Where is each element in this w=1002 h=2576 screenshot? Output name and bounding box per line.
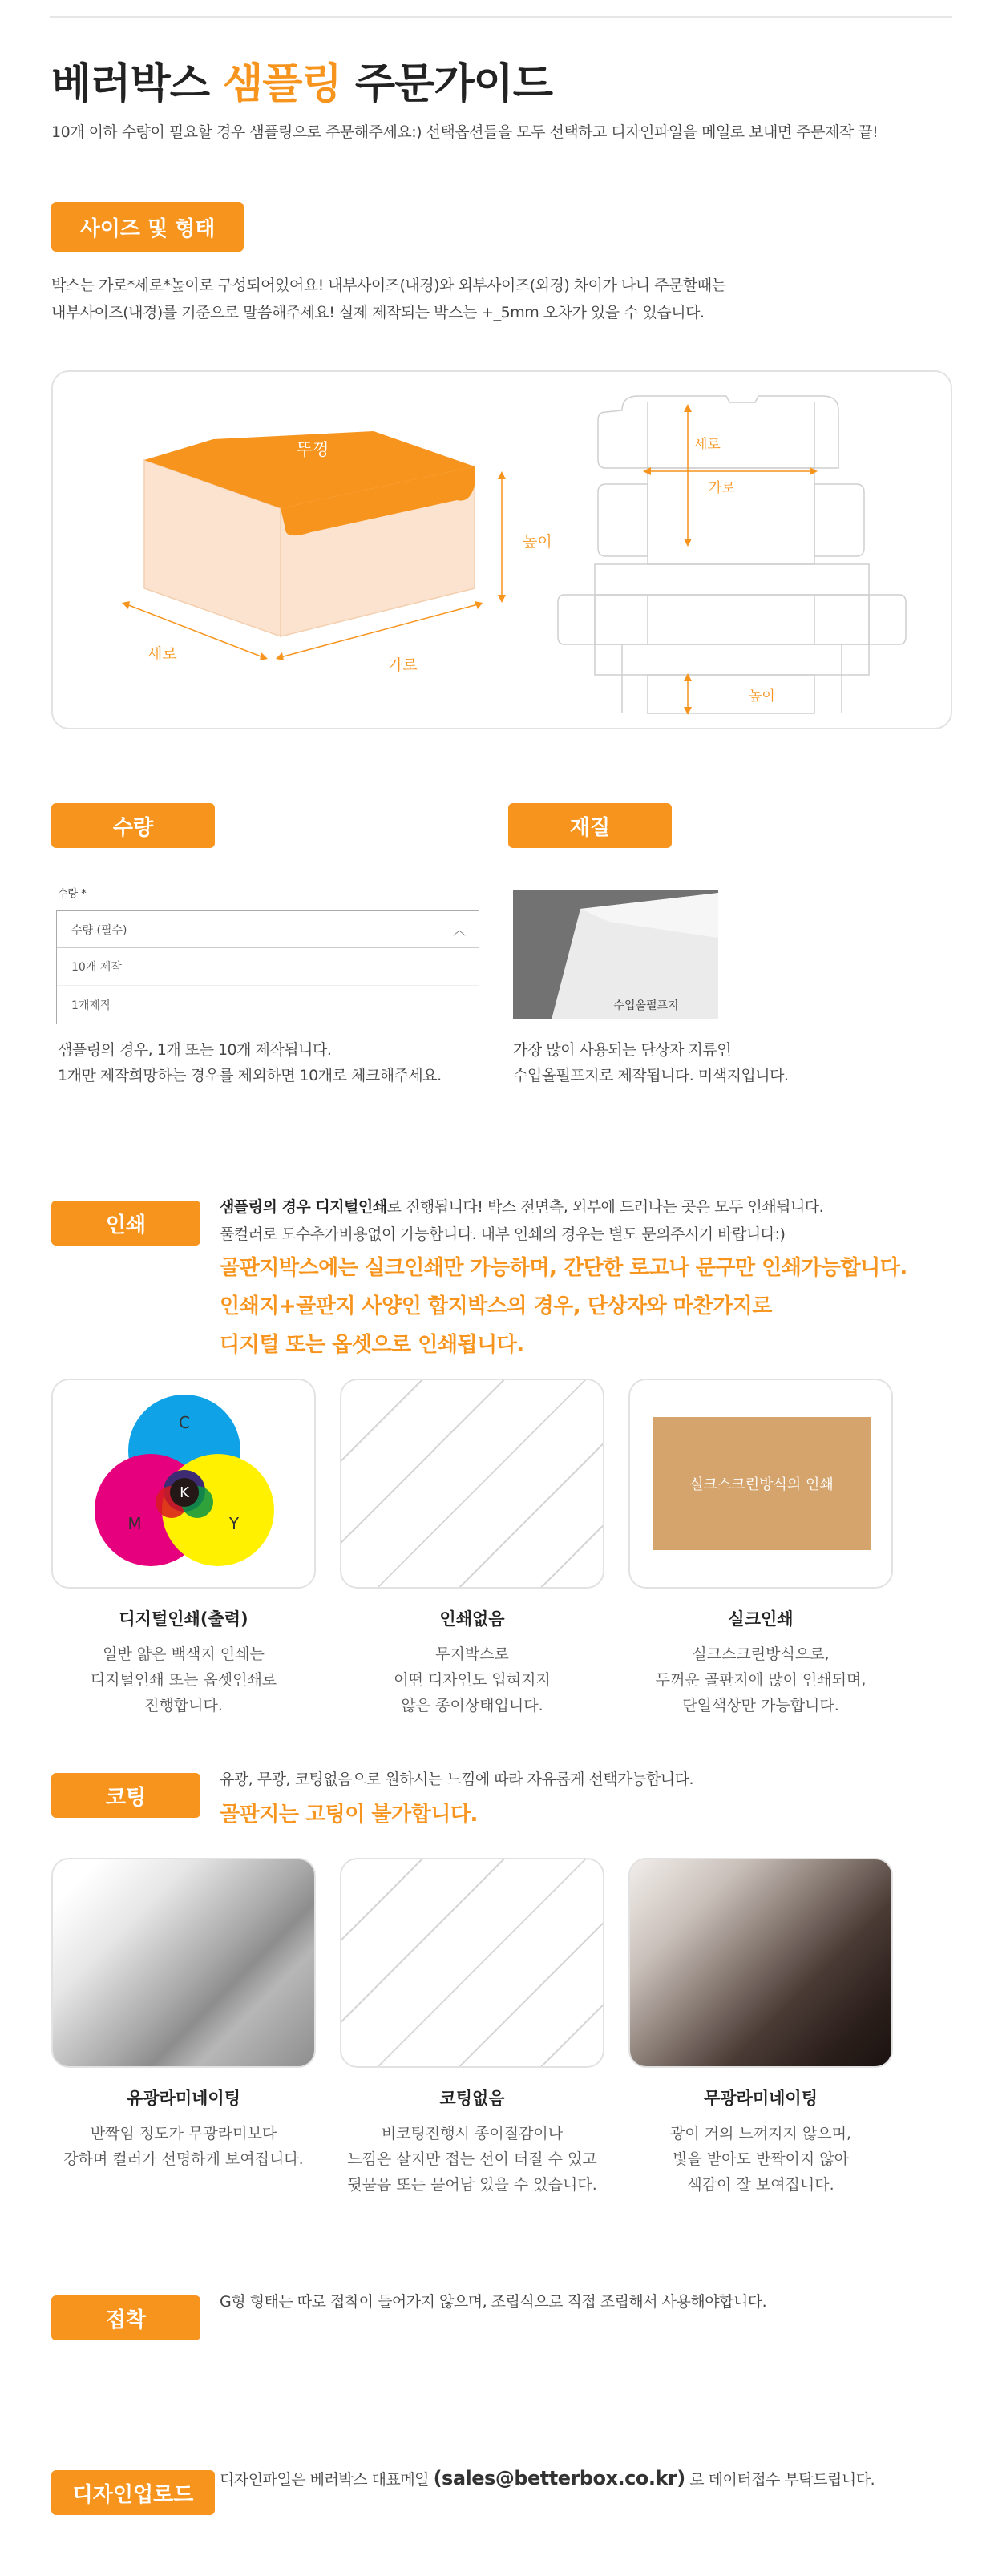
print-orange-line-1: 골판지박스에는 실크인쇄만 가능하며, 간단한 로고나 문구만 인쇄가능합니다. [220,1256,907,1280]
print-card-none [340,1379,604,1589]
depth-arrow-left [122,601,130,609]
coating-card-matte [628,1858,893,2068]
dieline-width-label: 가로 [709,480,735,496]
size-section-pill: 사이즈 및 형태 [51,202,244,252]
print-card-silk [628,1379,893,1589]
top-divider [50,16,952,18]
glue-section-pill: 접착 [51,2295,200,2340]
coating-card-none-title: 코팅없음 [439,2089,505,2108]
size-desc-line-1: 박스는 가로*세로*높이로 구성되어있어요! 내부사이즈(내경)와 외부사이즈(외경) 차이가 나니 주문할때는 [51,277,726,294]
page-title: 베러박스 샘플링 주문가이드 [51,60,553,108]
print-orange-line-2: 인쇄지+골판지 사양인 합지박스의 경우, 단상자와 마찬가지로 [220,1294,772,1318]
glue-line: G형 형태는 따로 접착이 들어가지 않으며, 조립식으로 직접 조립해서 사용해야합니다. [220,2293,767,2311]
quantity-option-1[interactable]: 1개제작 [71,999,111,1012]
coating-line-1: 유광, 무광, 코팅없음으로 원하시는 느낌에 따라 자유롭게 선택가능합니다. [220,1770,694,1788]
coating-card-gloss [51,1858,316,2068]
dieline [558,396,906,713]
print-card-digital-desc: 일반 얇은 백색지 인쇄는 디지털인쇄 또는 옵셋인쇄로 진행합니다. [90,1645,277,1714]
box-lid-label: 뚜껑 [296,440,329,459]
print-card-digital [51,1379,316,1589]
coating-card-gloss-title: 유광라미네이팅 [126,2089,240,2108]
dieline-height-label: 높이 [749,688,775,705]
quantity-select-label: 수량 * [58,888,87,900]
upload-line: 디자인파일은 베러박스 대표메일 (sales@betterbox.co.kr) 로 데이터접수 부탁드립니다. [220,2467,875,2489]
coating-card-matte-title: 무광라미네이팅 [703,2089,818,2108]
cmyk-diagram [53,1380,314,1587]
coating-card-none-desc: 비코팅진행시 종이질감이나 느낌은 살지만 접는 선이 터질 수 있고 뒷묻음 또는 묻어남 있을 수 있습니다. [347,2125,597,2194]
print-orange-line-3: 디지털 또는 옵셋으로 인쇄됩니다. [220,1333,524,1357]
page-subtitle: 10개 이하 수량이 필요할 경우 샘플링으로 주문해주세요:) 선택옵션들을 모두 선택하고 디자인파일을 메일로 보내면 주문제작 끝! [51,123,879,141]
print-card-silk-desc: 실크스크린방식으로, 두꺼운 골판지에 많이 인쇄되며, 단일색상만 가능합니다. [655,1645,867,1714]
width-arrow-left [276,652,284,660]
cmyk-c-label: C [179,1413,190,1432]
material-section-pill: 재질 [508,803,672,848]
cmyk-y-label: Y [228,1514,240,1533]
print-card-digital-title: 디지털인쇄(출력) [119,1609,248,1629]
size-desc-line-2: 내부사이즈(내경)를 기준으로 말씀해주세요! 실제 제작되는 박스는 +_5mm 오차가 있을 수 있습니다. [51,304,705,321]
material-desc-line-1: 가장 많이 사용되는 단상자 지류인 [513,1041,732,1059]
coating-card-gloss-desc: 반짝임 정도가 무광라미보다 강하며 컬러가 선명하게 보여집니다. [63,2125,304,2168]
quantity-section-pill: 수량 [51,803,215,848]
dieline-depth-label: 세로 [694,437,721,453]
material-sample-caption: 수입올펄프지 [613,999,679,1012]
coating-section-pill: 코팅 [51,1773,200,1818]
size-diagram [53,372,951,728]
upload-email: (sales@betterbox.co.kr) [433,2467,685,2489]
box-width-label: 가로 [388,656,418,674]
quantity-dropdown[interactable] [56,910,479,1024]
print-card-silk-title: 실크인쇄 [728,1609,794,1629]
quantity-desc-line-2: 1개만 제작희망하는 경우를 제외하면 10개로 체크해주세요. [58,1067,442,1084]
height-arrow-top [498,471,506,479]
quantity-select-placeholder: 수량 (필수) [71,923,127,937]
material-sample-image [513,890,718,1019]
chevron-up-icon: ︿ [452,923,466,938]
height-arrow-bottom [498,595,506,603]
print-line-1: 샘플링의 경우 디지털인쇄로 진행됩니다! 박스 전면측, 외부에 드러나는 곳은 모두 인쇄됩니다. [220,1198,824,1216]
print-card-none-title: 인쇄없음 [439,1609,505,1629]
quantity-desc-line-1: 샘플링의 경우, 1개 또는 10개 제작됩니다. [58,1041,332,1059]
coating-card-none [340,1858,604,2068]
silk-kraft-sample: 실크스크린방식의 인쇄 [653,1417,871,1550]
box-height-label: 높이 [523,533,552,551]
size-diagram-card [51,370,952,729]
cmyk-k-label: K [180,1484,189,1501]
quantity-option-10[interactable]: 10개 제작 [57,948,479,986]
coating-card-matte-desc: 광이 거의 느껴지지 않으며, 빛을 받아도 반짝이지 않아 색감이 잘 보여집니다. [669,2125,852,2194]
quantity-select[interactable] [57,911,479,948]
print-card-none-desc: 무지박스로 어떤 디자인도 입혀지지 않은 종이상태입니다. [394,1645,551,1714]
print-section-pill: 인쇄 [51,1201,200,1246]
coating-orange-line: 골판지는 고팅이 불가합니다. [220,1803,478,1827]
cmyk-m-label: M [127,1514,142,1533]
upload-section-pill: 디자인업로드 [51,2470,215,2515]
box-depth-label: 세로 [147,645,177,663]
depth-arrow-right [260,652,268,660]
material-desc-line-2: 수입올펄프지로 제작됩니다. 미색지입니다. [513,1067,789,1084]
print-line-2: 풀컬러로 도수추가비용없이 가능합니다. 내부 인쇄의 경우는 별도 문의주시기 바랍니다:) [220,1225,786,1243]
